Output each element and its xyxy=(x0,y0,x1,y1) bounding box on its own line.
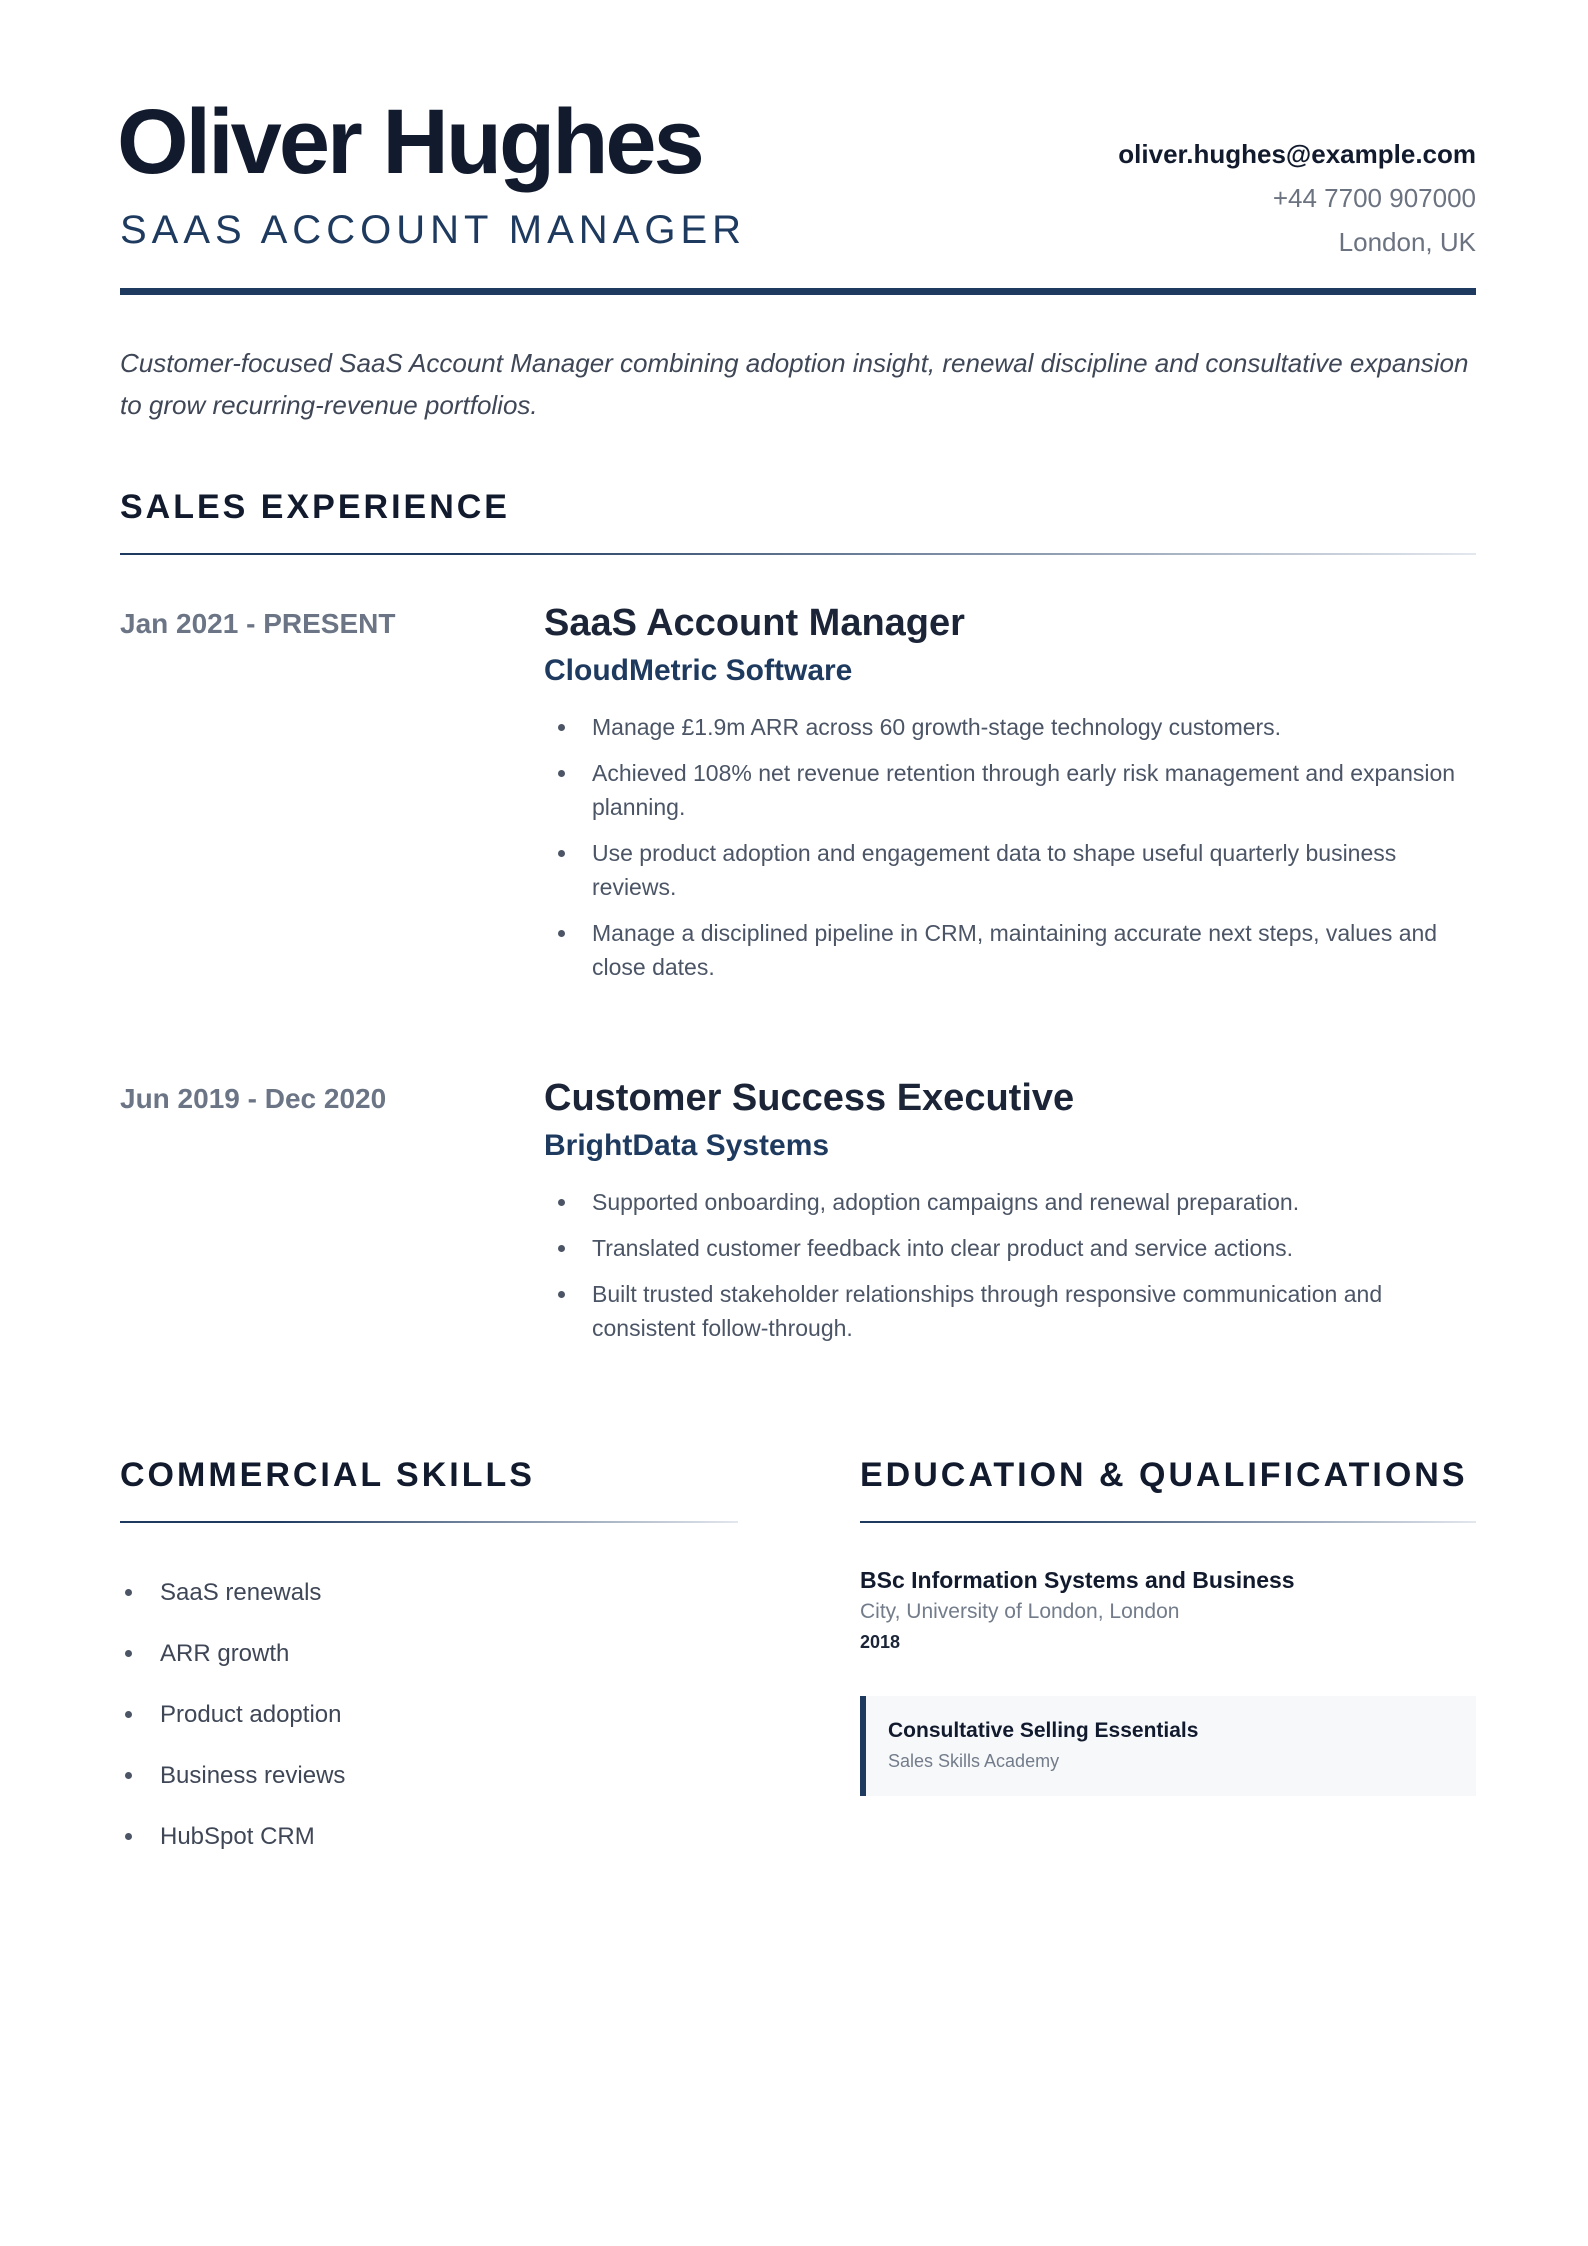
degree-name: BSc Information Systems and Business xyxy=(860,1567,1295,1593)
job-bullet: Manage a disciplined pipeline in CRM, maintaining accurate next steps, values and close dates. xyxy=(544,916,1476,984)
job-title: Customer Success Executive xyxy=(544,1077,1075,1119)
experience-heading: SALES EXPERIENCE xyxy=(120,488,510,526)
job-company: BrightData Systems xyxy=(544,1129,830,1162)
skill-item: SaaS renewals xyxy=(120,1562,740,1623)
resume-header xyxy=(117,91,1476,296)
job-title: SaaS Account Manager xyxy=(544,602,965,644)
job-dates: Jun 2019 - Dec 2020 xyxy=(120,1083,387,1114)
skill-item: ARR growth xyxy=(120,1623,740,1684)
certification-title: Consultative Selling Essentials xyxy=(888,1719,1199,1742)
candidate-role: SAAS ACCOUNT MANAGER xyxy=(120,208,747,252)
education-divider xyxy=(860,1521,1476,1523)
skills-divider xyxy=(120,1521,738,1523)
job-bullet: Supported onboarding, adoption campaigns and renewal preparation. xyxy=(544,1185,1476,1219)
job-bullet: Achieved 108% net revenue retention through early risk management and expansion planning. xyxy=(544,756,1476,824)
experience-divider xyxy=(120,553,1476,555)
job-dates: Jan 2021 - PRESENT xyxy=(120,608,396,639)
contact-block xyxy=(1118,132,1476,264)
certification-card xyxy=(860,1696,1476,1796)
job-details xyxy=(544,1075,1476,1357)
contact-phone: +44 7700 907000 xyxy=(1272,183,1476,213)
skills-list xyxy=(120,1562,740,1867)
job-bullet-list xyxy=(544,710,1476,984)
skills-heading: COMMERCIAL SKILLS xyxy=(120,1456,535,1494)
graduation-year: 2018 xyxy=(860,1632,901,1652)
contact-email[interactable]: oliver.hughes@example.com xyxy=(1118,139,1476,169)
skill-item: Business reviews xyxy=(120,1745,740,1806)
job-bullet: Manage £1.9m ARR across 60 growth-stage technology customers. xyxy=(544,710,1476,744)
skill-item: HubSpot CRM xyxy=(120,1806,740,1867)
education-entry xyxy=(860,1564,1476,1656)
candidate-name: Oliver Hughes xyxy=(117,91,702,193)
job-bullet: Built trusted stakeholder relationships through responsive communication and consistent follow-through. xyxy=(544,1277,1476,1345)
contact-location: London, UK xyxy=(1338,227,1476,257)
education-heading: EDUCATION & QUALIFICATIONS xyxy=(860,1456,1468,1494)
job-bullet-list xyxy=(544,1185,1476,1345)
job-bullet: Translated customer feedback into clear product and service actions. xyxy=(544,1231,1476,1265)
resume-page xyxy=(117,0,1476,2246)
job-details xyxy=(544,600,1476,996)
profile-summary: Customer-focused SaaS Account Manager combining adoption insight, renewal discipline and consultative expansion to grow recurring-revenue portfolios. xyxy=(120,348,1469,420)
school-name: City, University of London, London xyxy=(860,1600,1180,1623)
header-divider xyxy=(120,288,1476,295)
certification-issuer: Sales Skills Academy xyxy=(888,1751,1060,1771)
skill-item: Product adoption xyxy=(120,1684,740,1745)
job-bullet: Use product adoption and engagement data to shape useful quarterly business reviews. xyxy=(544,836,1476,904)
job-company: CloudMetric Software xyxy=(544,654,853,687)
